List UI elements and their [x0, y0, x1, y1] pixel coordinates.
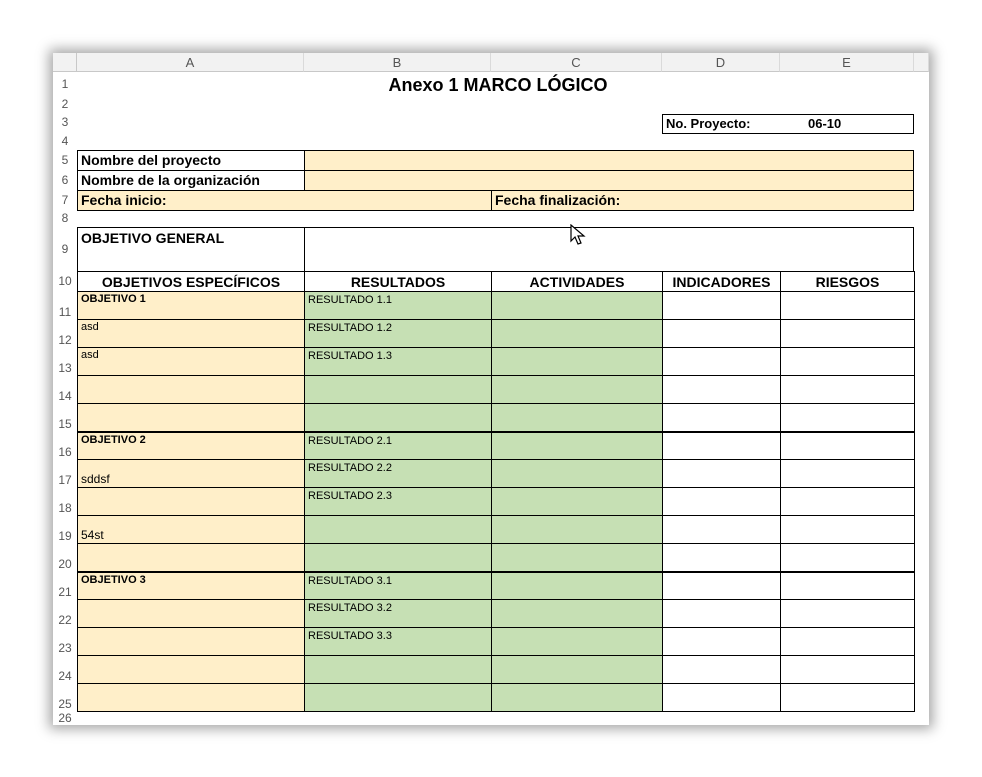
row-number-25[interactable]: 25	[53, 683, 77, 711]
row-number-23[interactable]: 23	[53, 627, 77, 655]
result-cell[interactable]	[304, 683, 492, 712]
row-number-22[interactable]: 22	[53, 599, 77, 627]
objective-cell[interactable]	[77, 375, 305, 404]
result-cell[interactable]	[304, 515, 492, 544]
activity-cell[interactable]	[491, 319, 663, 348]
label-organization-name: Nombre de la organización	[77, 170, 305, 191]
label-project-name: Nombre del proyecto	[77, 150, 305, 171]
activity-cell[interactable]	[491, 627, 663, 656]
row-number-8[interactable]: 8	[53, 210, 77, 227]
result-text: RESULTADO 1.2	[308, 322, 392, 334]
result-text: RESULTADO 2.2	[308, 462, 392, 474]
indicator-cell[interactable]	[662, 291, 781, 320]
objective-cell[interactable]	[77, 683, 305, 712]
activity-cell[interactable]	[491, 347, 663, 376]
result-cell[interactable]	[304, 347, 492, 376]
objective-cell[interactable]	[77, 431, 305, 460]
indicator-cell[interactable]	[662, 403, 781, 432]
input-project-name[interactable]	[304, 150, 914, 171]
row-number-3[interactable]: 3	[53, 112, 77, 132]
risk-cell[interactable]	[780, 543, 915, 572]
indicator-cell[interactable]	[662, 375, 781, 404]
row-number-18[interactable]: 18	[53, 487, 77, 515]
table-header-3: INDICADORES	[662, 271, 781, 293]
column-header-d[interactable]: D	[662, 53, 780, 72]
risk-cell[interactable]	[780, 515, 915, 544]
activity-cell[interactable]	[491, 515, 663, 544]
column-header-b[interactable]: B	[304, 53, 491, 72]
row-number-5[interactable]: 5	[53, 150, 77, 170]
result-text: RESULTADO 3.3	[308, 630, 392, 642]
indicator-cell[interactable]	[662, 571, 781, 600]
objective-cell[interactable]	[77, 291, 305, 320]
result-text: RESULTADO 1.3	[308, 350, 392, 362]
end-date-field[interactable]: Fecha finalización:	[491, 190, 914, 211]
result-cell[interactable]	[304, 487, 492, 516]
project-number-label: No. Proyecto:	[666, 116, 751, 131]
column-header-e[interactable]: E	[780, 53, 914, 72]
objective-cell[interactable]	[77, 599, 305, 628]
objective-text: asd	[81, 349, 99, 361]
spreadsheet	[53, 53, 929, 725]
table-header-1: RESULTADOS	[304, 271, 492, 293]
activity-cell[interactable]	[491, 375, 663, 404]
objective-cell[interactable]	[77, 459, 305, 488]
result-cell[interactable]	[304, 655, 492, 684]
risk-cell[interactable]	[780, 431, 915, 460]
activity-cell[interactable]	[491, 683, 663, 712]
risk-cell[interactable]	[780, 683, 915, 712]
result-cell[interactable]	[304, 571, 492, 600]
objective-text: OBJETIVO 3	[81, 574, 146, 586]
objective-cell[interactable]	[77, 347, 305, 376]
result-cell[interactable]	[304, 599, 492, 628]
indicator-cell[interactable]	[662, 347, 781, 376]
row-number-13[interactable]: 13	[53, 347, 77, 375]
risk-cell[interactable]	[780, 319, 915, 348]
activity-cell[interactable]	[491, 599, 663, 628]
indicator-cell[interactable]	[662, 319, 781, 348]
risk-cell[interactable]	[780, 347, 915, 376]
table-header-2: ACTIVIDADES	[491, 271, 663, 293]
risk-cell[interactable]	[780, 291, 915, 320]
risk-cell[interactable]	[780, 459, 915, 488]
row-number-12[interactable]: 12	[53, 319, 77, 347]
result-text: RESULTADO 3.2	[308, 602, 392, 614]
row-number-21[interactable]: 21	[53, 571, 77, 599]
risk-cell[interactable]	[780, 487, 915, 516]
result-cell[interactable]	[304, 403, 492, 432]
risk-cell[interactable]	[780, 599, 915, 628]
activity-cell[interactable]	[491, 487, 663, 516]
activity-cell[interactable]	[491, 571, 663, 600]
result-cell[interactable]	[304, 375, 492, 404]
row-number-4[interactable]: 4	[53, 132, 77, 150]
result-text: RESULTADO 2.1	[308, 435, 392, 447]
activity-cell[interactable]	[491, 431, 663, 460]
risk-cell[interactable]	[780, 403, 915, 432]
objective-cell[interactable]	[77, 487, 305, 516]
activity-cell[interactable]	[491, 403, 663, 432]
risk-cell[interactable]	[780, 655, 915, 684]
row-number-16[interactable]: 16	[53, 431, 77, 459]
result-cell[interactable]	[304, 319, 492, 348]
indicator-cell[interactable]	[662, 515, 781, 544]
risk-cell[interactable]	[780, 627, 915, 656]
objective-cell[interactable]	[77, 627, 305, 656]
result-text: RESULTADO 2.3	[308, 490, 392, 502]
indicator-cell[interactable]	[662, 431, 781, 460]
sheet-title: Anexo 1 MARCO LÓGICO	[388, 75, 608, 95]
row-number-17[interactable]: 17	[53, 459, 77, 487]
activity-cell[interactable]	[491, 459, 663, 488]
row-number-9[interactable]: 9	[53, 227, 77, 271]
objective-text: OBJETIVO 1	[81, 293, 146, 305]
start-date-field[interactable]: Fecha inicio:	[77, 190, 492, 211]
result-cell[interactable]	[304, 627, 492, 656]
row-number-24[interactable]: 24	[53, 655, 77, 683]
objective-text: asd	[81, 321, 99, 333]
label-general-objective: OBJETIVO GENERAL	[77, 227, 305, 272]
result-cell[interactable]	[304, 291, 492, 320]
objective-cell[interactable]	[77, 403, 305, 432]
result-text: RESULTADO 1.1	[308, 294, 392, 306]
row-number-1[interactable]: 1	[53, 72, 77, 96]
indicator-cell[interactable]	[662, 599, 781, 628]
row-number-14[interactable]: 14	[53, 375, 77, 403]
indicator-cell[interactable]	[662, 487, 781, 516]
row-number-15[interactable]: 15	[53, 403, 77, 431]
result-text: RESULTADO 3.1	[308, 575, 392, 587]
risk-cell[interactable]	[780, 375, 915, 404]
objective-cell[interactable]	[77, 515, 305, 544]
objective-cell[interactable]	[77, 571, 305, 600]
table-header-0: OBJETIVOS ESPECÍFICOS	[77, 271, 305, 293]
result-cell[interactable]	[304, 431, 492, 460]
indicator-cell[interactable]	[662, 543, 781, 572]
column-header-a[interactable]: A	[77, 53, 304, 72]
activity-cell[interactable]	[491, 543, 663, 572]
row-number-2[interactable]: 2	[53, 96, 77, 112]
indicator-cell[interactable]	[662, 627, 781, 656]
select-all-corner[interactable]	[53, 53, 77, 72]
row-number-7[interactable]: 7	[53, 190, 77, 210]
row-number-20[interactable]: 20	[53, 543, 77, 571]
objective-cell[interactable]	[77, 319, 305, 348]
indicator-cell[interactable]	[662, 459, 781, 488]
objective-cell[interactable]	[77, 655, 305, 684]
objective-text: OBJETIVO 2	[81, 434, 146, 446]
mouse-pointer-icon	[570, 224, 586, 246]
project-number-value: 06-10	[808, 116, 842, 131]
row-number-11[interactable]: 11	[53, 291, 77, 319]
objective-text: 54st	[81, 528, 104, 542]
row-number-26[interactable]: 26	[53, 711, 77, 725]
indicator-cell[interactable]	[662, 683, 781, 712]
objective-text: sddsf	[81, 472, 110, 486]
row-number-6[interactable]: 6	[53, 170, 77, 190]
column-header-c[interactable]: C	[491, 53, 662, 72]
activity-cell[interactable]	[491, 655, 663, 684]
result-cell[interactable]	[304, 459, 492, 488]
row-number-10[interactable]: 10	[53, 271, 77, 291]
column-header-filler	[914, 53, 929, 72]
table-header-4: RIESGOS	[780, 271, 915, 293]
indicator-cell[interactable]	[662, 655, 781, 684]
activity-cell[interactable]	[491, 291, 663, 320]
risk-cell[interactable]	[780, 571, 915, 600]
row-number-19[interactable]: 19	[53, 515, 77, 543]
objective-cell[interactable]	[77, 543, 305, 572]
input-general-objective[interactable]	[304, 227, 914, 272]
input-organization-name[interactable]	[304, 170, 914, 191]
result-cell[interactable]	[304, 543, 492, 572]
